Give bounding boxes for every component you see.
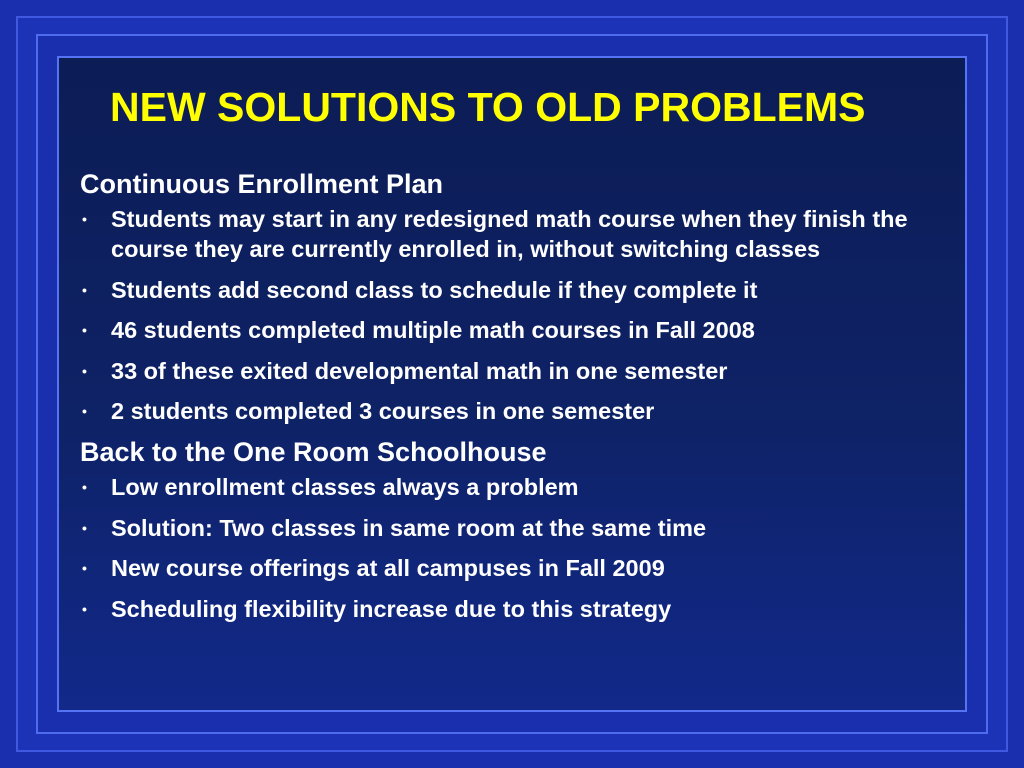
bullet-icon: • — [82, 600, 87, 617]
bullet-icon: • — [82, 211, 87, 227]
bullet-icon: • — [82, 479, 87, 495]
bullet-icon: • — [82, 519, 87, 536]
bullet-text: Low enrollment classes always a problem — [111, 474, 579, 500]
bullet-text: 46 students completed multiple math courses in Fall 2008 — [111, 317, 755, 343]
bullet-item — [80, 315, 960, 345]
section-continuous-enrollment — [80, 164, 960, 426]
bullet-text: 33 of these exited developmental math in one semester — [111, 357, 728, 384]
bullet-item — [80, 472, 960, 502]
bullet-text: Students may start in any redesigned math course when they finish the course they are currently enrolled in, without switching classes — [111, 206, 908, 262]
bullet-item — [80, 275, 960, 305]
bullet-text: Solution: Two classes in same room at the same time — [111, 514, 707, 541]
slide-title: NEW SOLUTIONS TO OLD PROBLEMS — [110, 84, 866, 130]
bullet-text: Scheduling flexibility increase due to this strategy — [111, 595, 672, 622]
bullet-text: 2 students completed 3 courses in one semester — [111, 398, 655, 424]
bullet-item — [80, 553, 960, 583]
bullet-list — [80, 204, 960, 426]
bullet-icon: • — [82, 322, 87, 338]
bullet-item — [80, 356, 960, 386]
bullet-icon: • — [82, 403, 87, 419]
section-one-room-schoolhouse — [80, 432, 960, 624]
section-heading: Continuous Enrollment Plan — [80, 169, 443, 199]
bullet-icon: • — [82, 362, 87, 379]
bullet-item — [80, 204, 960, 264]
section-heading: Back to the One Room Schoolhouse — [80, 437, 547, 467]
slide-body — [80, 164, 960, 630]
bullet-text: New course offerings at all campuses in Fall 2009 — [111, 555, 665, 581]
bullet-text: Students add second class to schedule if they complete it — [111, 276, 758, 303]
bullet-icon: • — [82, 281, 87, 298]
bullet-list — [80, 472, 960, 624]
bullet-item — [80, 594, 960, 624]
bullet-item — [80, 396, 960, 426]
bullet-icon: • — [82, 560, 87, 576]
bullet-item — [80, 513, 960, 543]
